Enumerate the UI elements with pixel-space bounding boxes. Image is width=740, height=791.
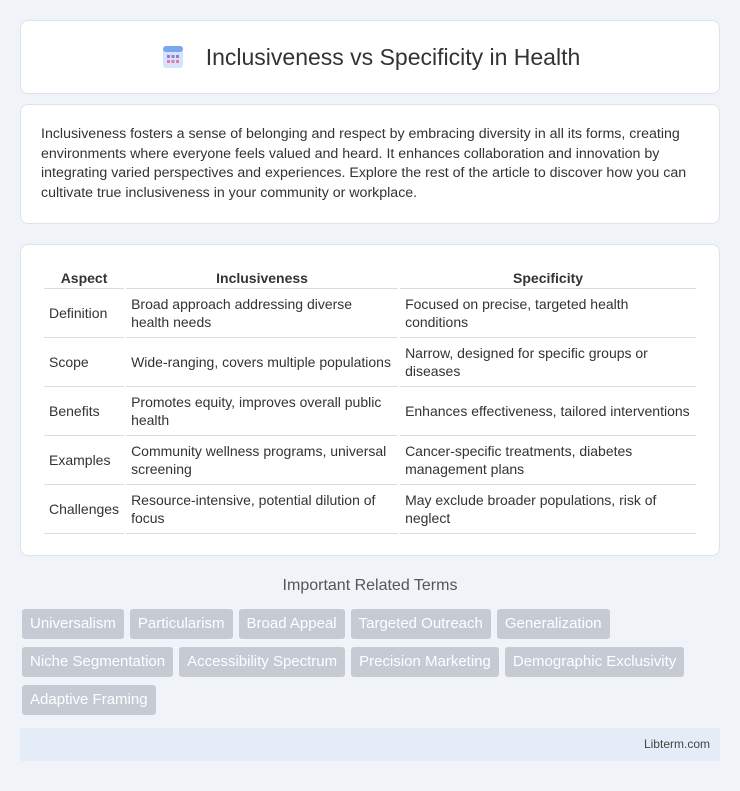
row-specificity: Focused on precise, targeted health conditions <box>400 289 696 338</box>
title-card <box>20 20 720 94</box>
tag-broad-appeal[interactable]: Broad Appeal <box>239 609 345 639</box>
tag-niche-segmentation[interactable]: Niche Segmentation <box>22 647 173 677</box>
tag-particularism[interactable]: Particularism <box>130 609 233 639</box>
intro-paragraph: Inclusiveness fosters a sense of belonging and respect by embracing diversity in all its forms, creating environments where everyone feels valued and heard. It enhances collaboration and innovation by integrating varied perspectives and experiences. Explore the rest of the article to discover how you can cultivate true inclusiveness in your community or workplace. <box>41 126 687 201</box>
tag-universalism[interactable]: Universalism <box>22 609 124 639</box>
table-row <box>44 338 696 387</box>
header-specificity: Specificity <box>400 265 696 289</box>
tag-targeted-outreach[interactable]: Targeted Outreach <box>351 609 491 639</box>
row-aspect: Challenges <box>44 485 124 534</box>
row-specificity: May exclude broader populations, risk of neglect <box>400 485 696 534</box>
table-row <box>44 387 696 436</box>
tag-generalization[interactable]: Generalization <box>497 609 610 639</box>
comparison-table-card <box>20 244 720 556</box>
footer-site-link[interactable]: Libterm.com <box>643 737 710 751</box>
row-specificity: Narrow, designed for specific groups or diseases <box>400 338 696 387</box>
tag-accessibility-spectrum[interactable]: Accessibility Spectrum <box>179 647 345 677</box>
header-inclusiveness: Inclusiveness <box>126 265 398 289</box>
related-terms-heading: Important Related Terms <box>282 577 458 594</box>
footer-bar <box>20 728 720 761</box>
row-inclusiveness: Wide-ranging, covers multiple populations <box>126 338 398 387</box>
header-aspect: Aspect <box>44 265 124 289</box>
row-aspect: Benefits <box>44 387 124 436</box>
row-aspect: Scope <box>44 338 124 387</box>
table-row <box>44 289 696 338</box>
table-row <box>44 436 696 485</box>
intro-card <box>20 104 720 224</box>
row-aspect: Definition <box>44 289 124 338</box>
title-wrap <box>160 44 581 71</box>
comparison-table <box>42 265 698 534</box>
row-inclusiveness: Resource-intensive, potential dilution of focus <box>126 485 398 534</box>
table-icon <box>160 44 186 70</box>
table-header-row <box>44 265 696 289</box>
related-terms-list <box>22 609 722 715</box>
tag-adaptive-framing[interactable]: Adaptive Framing <box>22 685 156 715</box>
tag-demographic-exclusivity[interactable]: Demographic Exclusivity <box>505 647 684 677</box>
row-inclusiveness: Broad approach addressing diverse health needs <box>126 289 398 338</box>
tag-precision-marketing[interactable]: Precision Marketing <box>351 647 499 677</box>
row-inclusiveness: Community wellness programs, universal screening <box>126 436 398 485</box>
row-specificity: Cancer-specific treatments, diabetes management plans <box>400 436 696 485</box>
row-aspect: Examples <box>44 436 124 485</box>
page-title: Inclusiveness vs Specificity in Health <box>205 43 581 70</box>
table-row <box>44 485 696 534</box>
row-specificity: Enhances effectiveness, tailored interventions <box>400 387 696 436</box>
row-inclusiveness: Promotes equity, improves overall public health <box>126 387 398 436</box>
